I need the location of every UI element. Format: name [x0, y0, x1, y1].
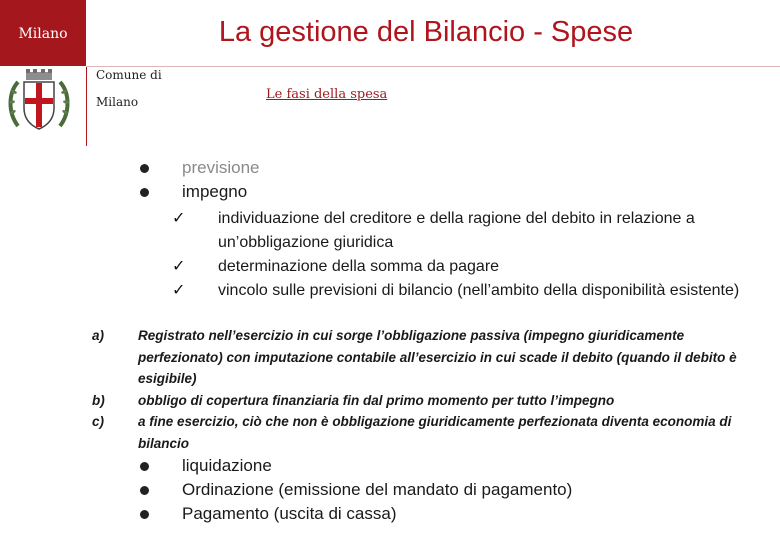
- check-text: individuazione del creditore e della ragione del debito in relazione a un’obbligazione giuridica: [218, 210, 695, 251]
- checkmark-icon: ✓: [172, 282, 186, 299]
- note-text: a fine esercizio, ciò che non è obbligazione giuridicamente perfezionata diventa economia di bilancio: [138, 414, 732, 451]
- list-item: [92, 325, 772, 390]
- list-item: [172, 207, 776, 255]
- phase-label: Pagamento (uscita di cassa): [182, 504, 397, 523]
- list-item: [92, 390, 772, 412]
- list-marker: a): [92, 328, 105, 343]
- city-label: Milano: [96, 95, 139, 109]
- bullet-dot-icon: [140, 188, 149, 197]
- list-item: [172, 279, 776, 303]
- phase-label: liquidazione: [182, 456, 272, 475]
- milano-coat-of-arms-icon: [6, 68, 72, 134]
- header: [0, 0, 780, 66]
- brand-logo-text: Milano: [18, 26, 68, 42]
- bullet-dot-icon: [140, 462, 149, 471]
- list-item: [92, 411, 772, 454]
- note-text: Registrato nell’esercizio in cui sorge l’obbligazione passiva (impegno giuridicamente perfezionato) con imputazione contabile all’esercizio in cui scade il debito (quando il debito è esigibile): [138, 328, 737, 386]
- bullet-dot-icon: [140, 164, 149, 173]
- phase-label: Ordinazione (emissione del mandato di pagamento): [182, 480, 573, 499]
- impegno-notes: [92, 325, 772, 454]
- horizontal-divider: [86, 66, 780, 67]
- page-title: La gestione del Bilancio - Spese: [218, 16, 634, 48]
- phase-label: impegno: [182, 182, 248, 201]
- vertical-divider: [86, 66, 87, 146]
- impegno-checklist: [172, 207, 776, 303]
- list-marker: c): [92, 414, 105, 429]
- phase-label: previsione: [182, 158, 260, 177]
- check-text: determinazione della somma da pagare: [218, 258, 500, 275]
- note-text: obbligo di copertura finanziaria fin dal primo momento per tutto l’impegno: [138, 392, 615, 408]
- list-marker: b): [92, 392, 105, 408]
- checkmark-icon: ✓: [172, 258, 186, 275]
- check-text: vincolo sulle previsioni di bilancio (nell’ambito della disponibilità esistente): [218, 282, 740, 299]
- comune-label: Comune di: [96, 68, 162, 82]
- brand-strip: [0, 0, 86, 66]
- bullet-dot-icon: [140, 486, 149, 495]
- checkmark-icon: ✓: [172, 210, 186, 227]
- section-subtitle: Le fasi della spesa: [266, 87, 388, 102]
- bullet-dot-icon: [140, 510, 149, 519]
- list-item: [172, 255, 776, 279]
